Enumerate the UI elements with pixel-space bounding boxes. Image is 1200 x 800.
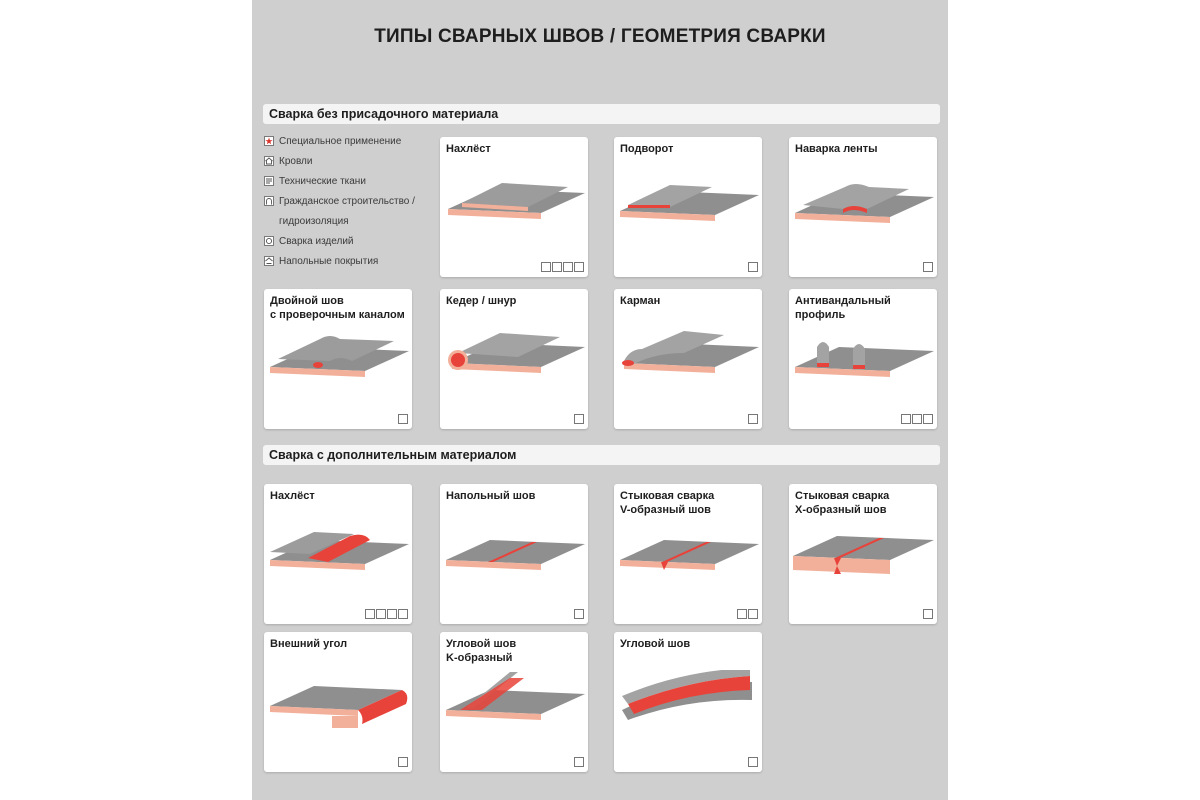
weld-card-tape-overlay: Наварка ленты [789, 137, 937, 277]
fabric-icon [574, 414, 584, 424]
roof-icon [365, 609, 375, 619]
special-star-icon [737, 609, 747, 619]
anti-vandal-illustration [789, 327, 937, 397]
hem-seam-illustration [614, 175, 762, 245]
weld-card-floor-seam: Напольный шов [440, 484, 588, 624]
weld-card-v-butt: Стыковая сварка V-образный шов [614, 484, 762, 624]
v-butt-illustration [614, 522, 762, 592]
ring-icon [748, 609, 758, 619]
lap-filler-illustration [264, 522, 412, 592]
arch-icon [398, 414, 408, 424]
ring-icon [923, 609, 933, 619]
application-icons [365, 609, 408, 620]
floor-seam-illustration [440, 522, 588, 592]
section-header-with-filler: Сварка с дополнительным материалом [263, 445, 940, 465]
application-icons [737, 609, 758, 620]
ring-icon [398, 609, 408, 619]
application-icons [748, 757, 758, 768]
weld-card-anti-vandal: Антивандальный профиль [789, 289, 937, 429]
weld-card-lap: Нахлёст [440, 137, 588, 277]
floor-icon [574, 609, 584, 619]
application-icons [748, 414, 758, 425]
arch-icon [387, 609, 397, 619]
roof-icon [552, 262, 562, 272]
weld-card-hem: Подворот [614, 137, 762, 277]
fabric-icon [923, 414, 933, 424]
fabric-icon [264, 176, 274, 186]
pocket-illustration [614, 327, 762, 397]
special-star-icon [541, 262, 551, 272]
application-icons [574, 609, 584, 620]
arch-icon [264, 196, 274, 206]
application-icons [901, 414, 933, 425]
double-seam-illustration [264, 327, 412, 397]
outer-corner-illustration [264, 670, 412, 740]
special-star-icon [376, 609, 386, 619]
special-star-icon [901, 414, 911, 424]
application-icons [398, 414, 408, 425]
special-star-icon [264, 136, 274, 146]
ring-icon [748, 757, 758, 767]
x-butt-illustration [789, 522, 937, 592]
weld-card-fillet: Угловой шов [614, 632, 762, 772]
ring-icon [264, 236, 274, 246]
ring-icon [398, 757, 408, 767]
roof-icon [912, 414, 922, 424]
lap-seam-illustration [440, 175, 588, 245]
tape-overlay-illustration [789, 175, 937, 245]
application-icons [574, 757, 584, 768]
application-icons [748, 262, 758, 273]
roof-icon [264, 156, 274, 166]
fabric-icon [563, 262, 573, 272]
weld-card-keder: Кедер / шнур [440, 289, 588, 429]
keder-illustration [440, 327, 588, 397]
fabric-icon [748, 262, 758, 272]
application-icons [923, 609, 933, 620]
weld-card-double-seam: Двойной шов с проверочным каналом [264, 289, 412, 429]
weld-card-x-butt: Стыковая сварка X-образный шов [789, 484, 937, 624]
application-icons [923, 262, 933, 273]
application-icons [398, 757, 408, 768]
arch-icon [574, 262, 584, 272]
section-header-no-filler: Сварка без присадочного материала [263, 104, 940, 124]
ring-icon [574, 757, 584, 767]
page-title: ТИПЫ СВАРНЫХ ШВОВ / ГЕОМЕТРИЯ СВАРКИ [374, 26, 826, 47]
fabric-icon [923, 262, 933, 272]
weld-card-pocket: Карман [614, 289, 762, 429]
weld-card-k-fillet: Угловой шов K-образный [440, 632, 588, 772]
k-fillet-illustration [440, 670, 588, 740]
floor-icon [264, 256, 274, 266]
weld-card-lap-filler: Нахлёст [264, 484, 412, 624]
fabric-icon [748, 414, 758, 424]
fillet-illustration [614, 670, 762, 740]
weld-types-panel: ТИПЫ СВАРНЫХ ШВОВ / ГЕОМЕТРИЯ СВАРКИ Сварка без присадочного материала Специальное применение Кровли Технические ткани Гражданское строительство / гидроизоляция Сварка изделий Напольные покрытия Нахлёст Подворот Наварка ленты Двойной шов с проверочным каналом Кедер / шнур Карман Антивандальный профиль Сварка с дополнительным материалом Нахлёст Напольный шов Стыковая сварка V-образный шов Стыковая сварка X-образный шов Внешний угол Угловой шов K-образный Угловой шов [252, 0, 948, 800]
weld-card-outer-corner: Внешний угол [264, 632, 412, 772]
application-icons [541, 262, 584, 273]
application-icons [574, 414, 584, 425]
